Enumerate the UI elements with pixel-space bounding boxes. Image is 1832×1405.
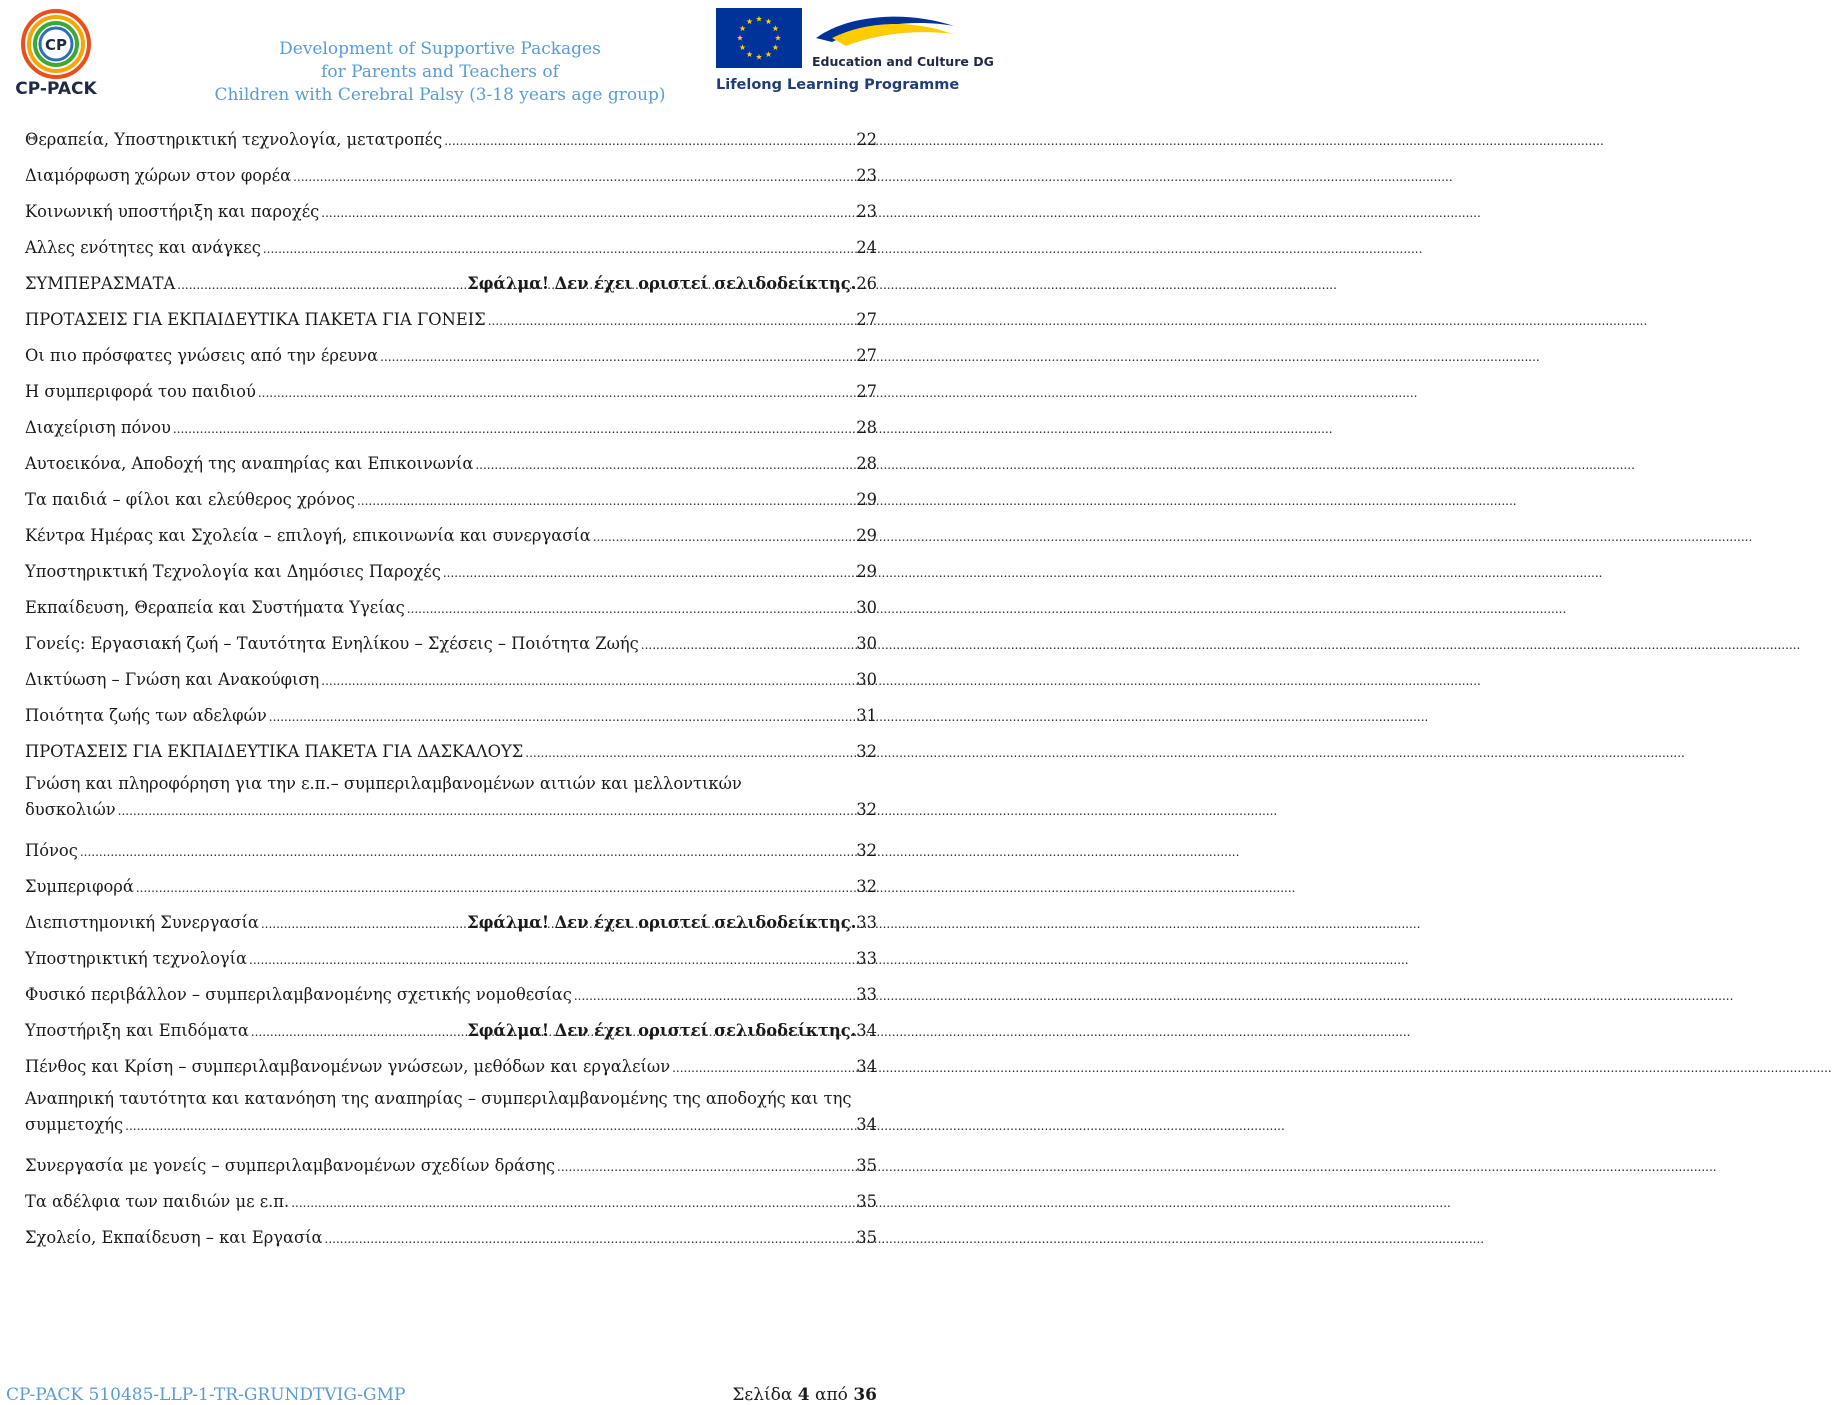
toc-page-number: 27 [856,310,877,329]
toc-entry[interactable] [25,158,877,194]
toc-entry-text: Θεραπεία, Υποστηρικτική τεχνολογία, μετατροπές [25,130,443,149]
toc-entry[interactable] [25,977,877,1013]
toc-entry-text: Εκπαίδευση, Θεραπεία και Συστήματα Υγείας [25,598,405,617]
toc-entry-text: Δικτύωση – Γνώση και Ανακούφιση [25,670,320,689]
dot-leader [407,590,855,626]
toc-entry-text: Κέντρα Ημέρας και Σχολεία – επιλογή, επικοινωνία και συνεργασία [25,526,591,545]
title-line: Children with Cerebral Palsy (3-18 years age group) [214,85,666,105]
toc-entry-text-line1: Γνώση και πληροφόρηση για την ε.π.– συμπεριλαμβανομένων αιτιών και μελλοντικών [25,774,742,793]
toc-entry[interactable] [25,734,877,770]
toc-entry-text: Τα αδέλφια των παιδιών με ε.π. [25,1192,290,1211]
toc-entry-text: Φυσικό περιβάλλον – συμπεριλαμβανομένης σχετικής νομοθεσίας [25,985,572,1004]
toc-entry[interactable] [25,1148,877,1184]
dot-leader [136,869,854,905]
toc-entry[interactable] [25,554,877,590]
dot-leader [80,833,854,869]
dot-leader [249,941,854,977]
toc-entry[interactable] [25,446,877,482]
toc-page-number: 28 [856,418,877,437]
bookmark-error: Σφάλμα! Δεν έχει οριστεί σελιδοδείκτης. [467,913,857,932]
toc-entry[interactable] [25,410,877,446]
dot-leader [641,626,855,662]
project-title [210,38,670,107]
svg-text:CP: CP [44,36,68,54]
title-line: Development of Supportive Packages [279,39,601,59]
toc-page-number: 34 [856,1021,877,1040]
toc-page-number: 26 [856,274,877,293]
bookmark-error: Σφάλμα! Δεν έχει οριστεί σελιδοδείκτης. [467,1021,857,1040]
toc-page-number: 35 [856,1228,877,1247]
toc-entry-text: Διεπιστημονική Συνεργασία [25,913,259,932]
eu-flag-icon [716,8,802,68]
toc-page-number: 24 [856,238,877,257]
dot-leader [321,194,854,230]
page-word: Σελίδα [732,1385,793,1405]
dot-leader [261,905,465,941]
toc-entry[interactable] [25,482,877,518]
title-line: for Parents and Teachers of [321,62,559,82]
toc-entry[interactable] [25,266,877,302]
toc-page-number: 33 [856,985,877,1004]
toc-entry[interactable] [25,698,877,734]
toc-page-number: 29 [856,562,877,581]
toc-page-number: 27 [856,346,877,365]
dot-leader [251,1013,465,1049]
toc-entry[interactable] [25,374,877,410]
dot-leader [593,518,855,554]
toc-entry[interactable] [25,1049,877,1085]
dot-leader [444,122,854,158]
toc-entry-text: Αυτοεικόνα, Αποδοχή της αναπηρίας και Επικοινωνία [25,454,474,473]
dot-leader [293,158,854,194]
dot-leader [557,1148,854,1184]
dot-leader [443,554,854,590]
toc-entry-text: Πένθος και Κρίση – συμπεριλαμβανομένων γνώσεων, μεθόδων και εργαλείων [25,1057,671,1076]
toc-entry[interactable] [25,662,877,698]
dot-leader [118,792,855,828]
toc-page-number: 29 [856,490,877,509]
toc-page-number: 33 [856,949,877,968]
toc-page-number: 35 [856,1156,877,1175]
project-code: CP-PACK 510485-LLP-1-TR-GRUNDTVIG-GMP [6,1385,406,1405]
toc-page-number: 34 [856,1115,877,1134]
toc-entry[interactable] [25,1013,877,1049]
toc-page-number: 31 [856,706,877,725]
toc-entry-text: Διαχείριση πόνου [25,418,171,437]
toc-entry-text: Αλλες ενότητες και ανάγκες [25,238,261,257]
dot-leader [325,1220,855,1256]
toc-entry[interactable] [25,518,877,554]
dot-leader [269,698,855,734]
toc-page-number: 29 [856,526,877,545]
logo-wordmark: CP-PACK [15,79,97,99]
page-indicator [732,1385,877,1405]
toc-entry[interactable] [25,626,877,662]
toc-page-number: 28 [856,454,877,473]
bookmark-error: Σφάλμα! Δεν έχει οριστεί σελιδοδείκτης. [467,274,857,293]
toc-page-number: 32 [856,800,877,819]
toc-entry[interactable] [25,905,877,941]
toc-entry-text: συμμετοχής [25,1115,124,1134]
toc-entry-text: Υποστήριξη και Επιδόματα [25,1021,249,1040]
dot-leader [291,1184,854,1220]
toc-page-number: 30 [856,634,877,653]
dot-leader [177,266,465,302]
toc-entry-text: Ποιότητα ζωής των αδελφών [25,706,267,725]
toc-page-number: 27 [856,382,877,401]
toc-entry[interactable] [25,122,877,158]
toc-entry-text: ΠΡΟΤΑΣΕΙΣ ΓΙΑ ΕΚΠΑΙΔΕΥΤΙΚΑ ΠΑΚΕΤΑ ΓΙΑ ΓΟΝΕΙΣ [25,310,486,329]
eu-brand-text: Education and Culture DG [812,54,994,69]
dot-leader [574,977,854,1013]
dot-leader [321,662,854,698]
dot-leader [475,446,854,482]
toc-page-number: 34 [856,1057,877,1076]
toc-page-number: 33 [856,913,877,932]
toc-entry-text: ΣΥΜΠΕΡΑΣΜΑΤΑ [25,274,176,293]
current-page: 4 [797,1385,810,1405]
toc-entry-text: Πόνος [25,841,78,860]
dot-leader [488,302,855,338]
page-header [0,0,994,110]
toc-entry[interactable] [25,1220,877,1256]
toc-entry-text: Η συμπεριφορά του παιδιού [25,382,256,401]
dot-leader [125,1107,854,1143]
toc-entry[interactable] [25,338,877,374]
toc-entry[interactable] [25,1184,877,1220]
toc-entry-text: Υποστηρικτική τεχνολογία [25,949,247,968]
toc-entry-text: ΠΡΟΤΑΣΕΙΣ ΓΙΑ ΕΚΠΑΙΔΕΥΤΙΚΑ ΠΑΚΕΤΑ ΓΙΑ ΔΑΣΚΑΛΟΥΣ [25,742,524,761]
dot-leader [357,482,854,518]
toc-page-number: 22 [856,130,877,149]
toc-entry-text: Κοινωνική υποστήριξη και παροχές [25,202,320,221]
toc-entry-text: Γονείς: Εργασιακή ζωή – Ταυτότητα Ενηλίκου – Σχέσεις – Ποιότητα Ζωής [25,634,639,653]
toc-entry[interactable] [25,230,877,266]
toc-entry-text: Τα παιδιά – φίλοι και ελεύθερος χρόνος [25,490,356,509]
toc-page-number: 23 [856,166,877,185]
toc-page-number: 32 [856,841,877,860]
toc-entry-text: Συμπεριφορά [25,877,134,896]
toc-page-number: 35 [856,1192,877,1211]
toc-entry[interactable] [25,302,877,338]
total-pages: 36 [853,1385,877,1405]
toc-entry[interactable] [25,869,877,905]
toc-page-number: 32 [856,877,877,896]
toc-entry-text-line1: Αναπηρική ταυτότητα και κατανόηση της αναπηρίας – συμπεριλαμβανομένης της αποδοχής και της [25,1089,852,1108]
toc-entry[interactable] [25,770,877,833]
dot-leader [173,410,854,446]
dot-leader [525,734,854,770]
dot-leader [258,374,854,410]
toc-entry-text: Σχολείο, Εκπαίδευση – και Εργασία [25,1228,323,1247]
toc-entry[interactable] [25,590,877,626]
dot-leader [380,338,854,374]
cp-pack-logo [8,6,104,98]
toc-entry[interactable] [25,833,877,869]
toc-entry-text: Διαμόρφωση χώρων στον φορέα [25,166,292,185]
toc-entry[interactable] [25,1085,877,1148]
toc-page-number: 32 [856,742,877,761]
toc-page-number: 30 [856,670,877,689]
toc-entry-text: δυσκολιών [25,800,116,819]
toc-entry[interactable] [25,941,877,977]
page-of-word: από [815,1385,848,1405]
toc-entry-text: Υποστηρικτική Τεχνολογία και Δημόσιες Παροχές [25,562,441,581]
dot-leader [263,230,854,266]
toc-entry-text: Οι πιο πρόσφατες γνώσεις από την έρευνα [25,346,379,365]
toc-page-number: 23 [856,202,877,221]
toc-page-number: 30 [856,598,877,617]
toc-entry[interactable] [25,194,877,230]
programme-text: Lifelong Learning Programme [716,77,960,93]
table-of-contents [25,122,877,1256]
toc-entry-text: Συνεργασία με γονείς – συμπεριλαμβανομένων σχεδίων δράσης [25,1156,556,1175]
dot-leader [672,1049,854,1085]
